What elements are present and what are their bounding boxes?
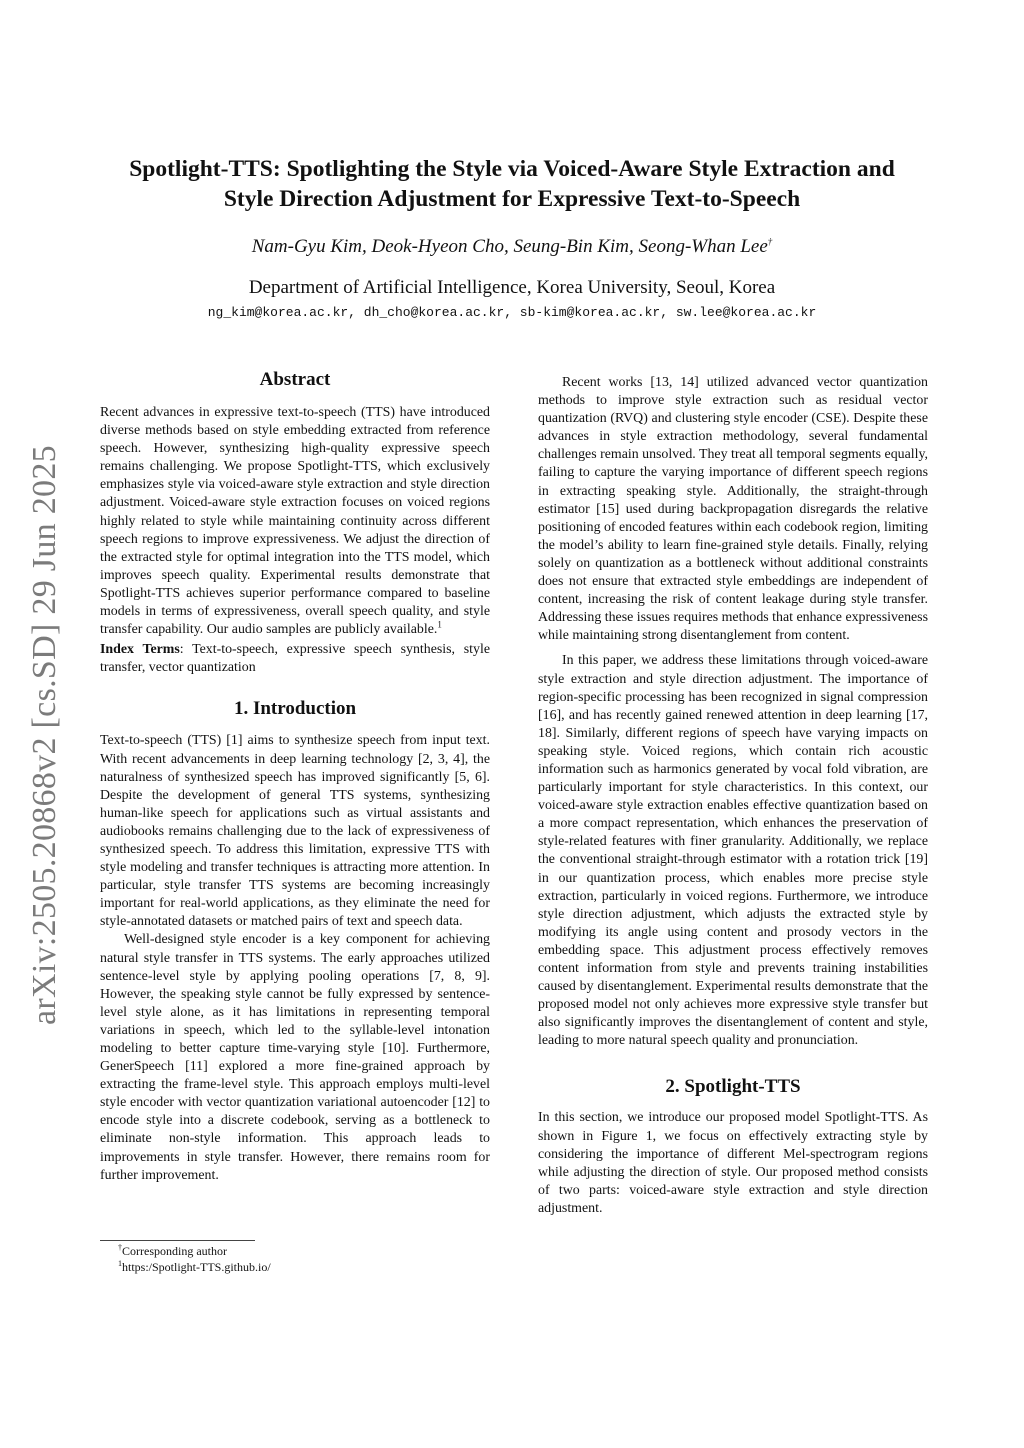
abstract-paragraph (100, 404, 490, 639)
right-column (538, 374, 928, 1218)
introduction-heading: 1. Introduction (233, 698, 357, 720)
abstract-text: Recent advances in expressive text-to-speech (TTS) have introduced diverse methods based on style embedding extracted from reference speech. However, synthesizing high-quality expressive speech remains challenging. We propose Spotlight-TTS, which exclusively emphasizes style via voiced-aware style extraction and style direction adjustment. Voiced-aware style extraction focuses on voiced regions highly related to style while maintaining continuity across different speech regions to improve expressiveness. We adjust the direction of the extracted style for optimal integration into the TTS model, which improves speech quality. Experimental results demonstrate that Spotlight-TTS achieves superior performance compared to baseline models in terms of expressiveness, overall speech quality, and style transfer capability. Our audio samples are publicly available. (100, 405, 490, 638)
index-terms-text: : Text-to-speech, expressive speech synthesis, style transfer, vector quantization (100, 642, 490, 676)
footnote-dagger-text: Corresponding author (122, 1244, 227, 1258)
footnotes (118, 1243, 271, 1275)
intro-paragraph-1: Text-to-speech (TTS) [1] aims to synthesize speech from input text. With recent advancements in deep learning technology [2, 3, 4], the naturalness of synthesized speech has improved significantly [5, 6]. Despite the development of general TTS systems, synthesizing human-like speech for applications such as virtual assistants and audiobooks remains challenging due to the lack of expressiveness of synthesized speech. To address this limitation, expressive TTS with style modeling and transfer techniques is attracting more attention. In particular, style transfer TTS systems are becoming increasingly important for real-world applications, as they eliminate the need for style-annotated datasets or matched pairs of text and speech data. (100, 733, 490, 930)
right-paragraph-1: Recent works [13, 14] utilized advanced vector quantization methods to improve style extraction such as residual vector quantization (RVQ) and clustering style encoder (CSE). Despite these advances in style extraction methodology, several fundamental challenges remain unsolved. They treat all temporal segments equally, failing to capture the varying importance of different speech regions in extracting speaking style. Additionally, the straight-through estimator [15] used during backpropagation disregards the relative positioning of encoded features within each codebook region, limiting the model’s ability to learn fine-grained style details. Finally, relying solely on quantization as a bottleneck without additional constraints does not ensure that extracted style embeddings are independent of content, increasing the risk of content leakage during style transfer. Addressing these issues requires methods that enhance expressiveness while maintaining strong disentanglement from content. (538, 375, 928, 644)
abstract-heading: Abstract (259, 369, 331, 390)
title-line-2: Style Direction Adjustment for Expressive Text-to-Speech (223, 186, 801, 212)
intro-paragraph-2: Well-designed style encoder is a key component for achieving natural style transfer in TTS systems. The early approaches utilized sentence-level style by applying pooling operations [7, 8, 9]. However, the speaking style cannot be fully expressed by sentence-level style alone, as it has limitations in representing temporal variations in speech, which led to the syllable-level intonation modeling to better capture time-varying style [10]. Furthermore, GenerSpeech [11] explored a more fine-grained approach by extracting the frame-level style. This approach employs multi-level style encoder with vector quantization variational autoencoder [12] to encode style into a discrete codebook, serving as a bottleneck to eliminate non-style information. This approach leads to improvements in style transfer. However, there remains room for further improvement. (100, 932, 490, 1183)
author-emails: ng_kim@korea.ac.kr, dh_cho@korea.ac.kr, sb-kim@korea.ac.kr, sw.lee@korea.ac.kr (207, 305, 817, 320)
section-2-paragraph-1: In this section, we introduce our proposed model Spotlight-TTS. As shown in Figure 1, we focus on effectively extracting style by considering the importance of different Mel-spectrogram regions while adjusting the direction of style. Our proposed method consists of two parts: voiced-aware style extraction and style direction adjustment. (538, 1110, 928, 1216)
section-2-heading: 2. Spotlight-TTS (665, 1076, 801, 1098)
left-column (100, 368, 490, 1185)
right-paragraph-2: In this paper, we address these limitations through voiced-aware style extraction and style direction adjustment. The importance of region-specific processing has been recognized in signal compression [16], and has recently gained renewed attention in deep learning [17, 18]. Similarly, different regions of speech have varying impacts on speaking style. Voiced regions, which contain rich acoustic information such as harmonics generated by vocal fold vibration, are particularly important for style characteristics. In this context, our voiced-aware style extraction enables effective quantization based on a more compact representation, which enhances the preservation of style-related features with finer granularity. Additionally, we replace the conventional straight-through estimator with a rotation trick [19] in our quantization process, which enables more precise style extraction, particularly in voiced regions. Furthermore, we introduce style direction adjustment, which adjusts the extracted style by modifying its angle using content and prosody vectors in the embedding space. This adjustment process effectively removes content information from style and prevents training instabilities caused by disentanglement. Experimental results demonstrate that the proposed model not only achieves more expressive style transfer but also significantly improves the disentanglement of content and style, leading to more natural speech quality and pronunciation. (538, 653, 928, 1049)
author-list (80, 236, 944, 258)
author-names: Nam-Gyu Kim, Deok-Hyeon Cho, Seung-Bin Kim, Seong-Whan Lee (251, 236, 768, 257)
footnote-1-text: https:/Spotlight-TTS.github.io/ (122, 1260, 271, 1274)
author-dagger-mark: † (767, 236, 773, 247)
affiliation: Department of Artificial Intelligence, Korea University, Seoul, Korea (248, 277, 776, 298)
arxiv-identifier-stamp: arXiv:2505.20868v2 [cs.SD] 29 Jun 2025 (26, 445, 63, 1025)
footnote-corresponding-author (118, 1243, 271, 1259)
title-line-1: Spotlight-TTS: Spotlighting the Style via Voiced-Aware Style Extraction and (129, 156, 895, 182)
footnote-1-mark: 1 (118, 1259, 122, 1268)
footnote-samples-link (118, 1259, 271, 1275)
abstract-footnote-mark: 1 (437, 619, 442, 630)
paper-title (80, 154, 944, 214)
index-terms (100, 641, 490, 677)
footnote-dagger-mark: † (118, 1243, 122, 1252)
index-terms-label: Index Terms (100, 642, 180, 658)
footnote-divider (100, 1240, 255, 1241)
